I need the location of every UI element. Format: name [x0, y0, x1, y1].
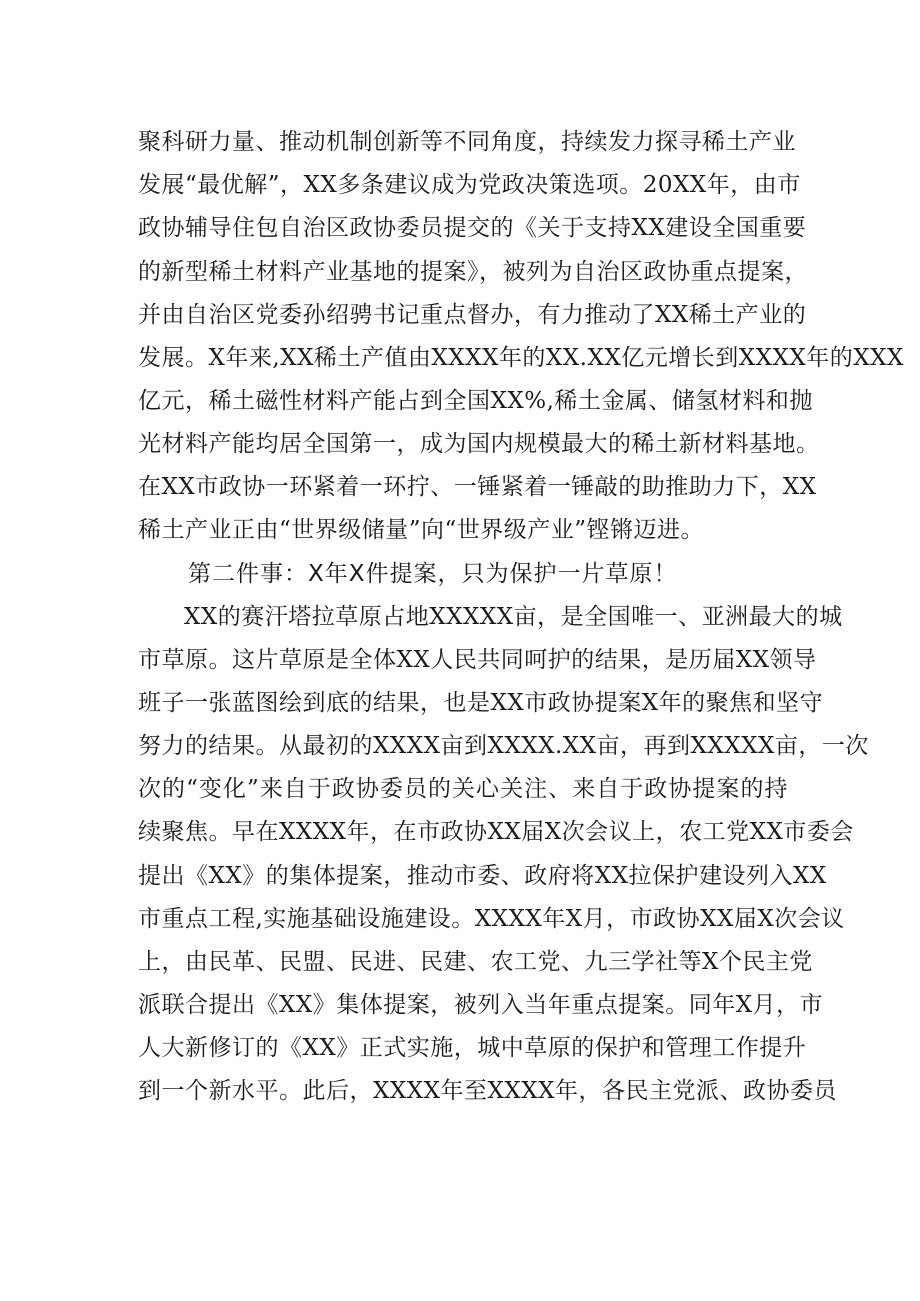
text-line: 派联合提出《XX》集体提案，被列入当年重点提案。同年X月，市 [138, 992, 824, 1018]
text-line: 次的“变化”来自于政协委员的关心关注、来自于政协提案的持 [138, 776, 788, 802]
text-line: XX的赛汗塔拉草原占地XXXXX亩，是全国唯一、亚洲最大的城 [184, 604, 843, 630]
text-line: 光材料产能均居全国第一，成为国内规模最大的稀土新材料基地。 [138, 431, 820, 457]
text-line: 续聚焦。早在XXXX年，在市政协XX届X次会议上，农工党XX市委会 [138, 819, 854, 845]
section-heading: 第二件事：X年X件提案，只为保护一片草原！ [188, 561, 678, 587]
text-line: 市重点工程,实施基础设施建设。XXXX年X月，市政协XX届X次会议 [138, 906, 845, 932]
text-line: 努力的结果。从最初的XXXX亩到XXXX.XX亩，再到XXXXX亩，一次 [138, 733, 869, 759]
text-line: 政协辅导住包自治区政协委员提交的《关于支持XX建设全国重要 [138, 215, 807, 241]
text-line: 发展。X年来,XX稀土产值由XXXX年的XX.XX亿元增长到XXXX年的XXX [138, 345, 904, 371]
text-line: 提出《XX》的集体提案，推动市委、政府将XX拉保护建设列入XX [138, 863, 827, 889]
text-line: 上，由民革、民盟、民进、民建、农工党、九三学社等X个民主党 [138, 949, 813, 975]
text-line: 并由自治区党委孙绍骋书记重点督办，有力推动了XX稀土产业的 [138, 302, 807, 328]
text-line: 亿元，稀土磁性材料产能占到全国XX%,稀土金属、储氢材料和抛 [138, 388, 813, 414]
text-line: 发展“最优解”，XX多条建议成为党政决策选项。20XX年，由市 [138, 172, 801, 198]
text-line: 市草原。这片草原是全体XX人民共同呵护的结果，是历届XX领导 [138, 647, 817, 673]
text-line: 到一个新水平。此后，XXXX年至XXXX年，各民主党派、政协委员 [138, 1078, 837, 1104]
text-line: 聚科研力量、推动机制创新等不同角度，持续发力探寻稀土产业 [138, 129, 796, 155]
text-line: 稀土产业正由“世界级储量”向“世界级产业”铿锵迈进。 [138, 517, 705, 543]
text-line: 的新型稀土材料产业基地的提案》，被列为自治区政协重点提案， [138, 259, 808, 285]
text-line: 在XX市政协一环紧着一环拧、一锤紧着一锤敲的助推助力下，XX [138, 474, 817, 500]
text-line: 班子一张蓝图绘到底的结果，也是XX市政协提案X年的聚焦和坚守 [138, 690, 824, 716]
text-line: 人大新修订的《XX》正式实施，城中草原的保护和管理工作提升 [138, 1035, 807, 1061]
